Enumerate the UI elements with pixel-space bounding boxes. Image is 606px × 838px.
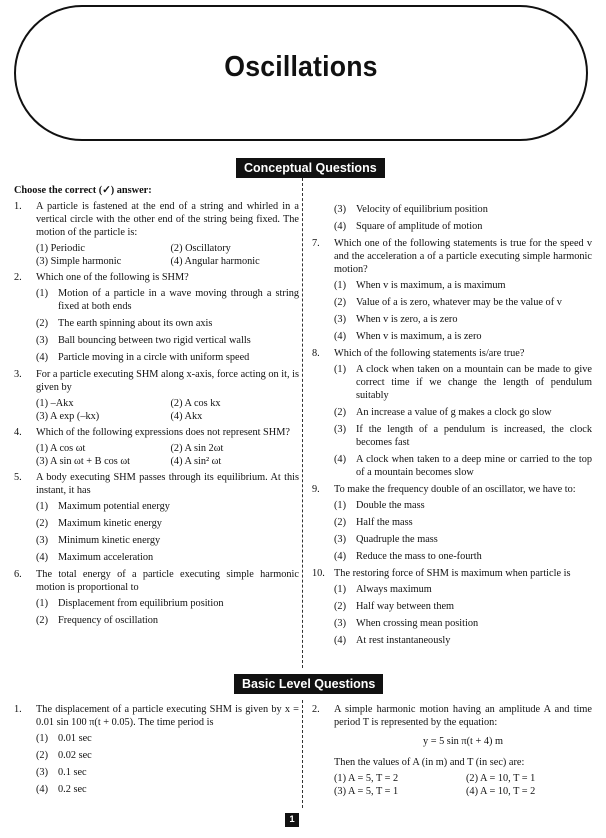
options [36, 500, 299, 564]
option: (1) Always maximum [334, 584, 432, 595]
option: (1) 0.01 sec [36, 733, 92, 744]
option: (3) Simple harmonic [36, 256, 122, 267]
options [36, 442, 299, 468]
question-number: 1. [14, 201, 22, 212]
option: (2) A = 10, T = 1 [466, 773, 536, 784]
option: (3) Minimum kinetic energy [36, 535, 161, 546]
option: (2) A cos kx [170, 398, 221, 409]
question-text: A simple harmonic motion having an amplitude A and time period T is represented by the equation: [334, 704, 592, 728]
question-text: The restoring force of SHM is maximum when particle is [334, 568, 571, 579]
column-divider-bottom [302, 700, 303, 808]
option: (4) When v is maximum, a is zero [334, 331, 482, 342]
question-text: Which of the following expressions does not represent SHM? [36, 427, 290, 438]
instruction-text: Choose the correct (✓) answer: [14, 185, 152, 196]
option: (1) A = 5, T = 2 [334, 773, 399, 784]
question-text: Which one of the following statements is true for the speed v and the acceleration a of a particle executing simple harmonic motion? [334, 238, 592, 275]
question-number: 5. [14, 472, 22, 483]
question-1 [14, 200, 299, 268]
option: (2) Oscillatory [170, 243, 231, 254]
question-number: 2. [14, 272, 22, 283]
question-text-2: Then the values of A (in m) and T (in sec) are: [334, 757, 525, 768]
option: (3) 0.1 sec [36, 767, 87, 778]
question-6 [14, 568, 299, 627]
question-number: 7. [312, 238, 320, 249]
option: (3) A exp (–kx) [36, 411, 100, 422]
option: (3) When crossing mean position [334, 618, 479, 629]
option: (2) An increase a value of g makes a clock go slow [334, 407, 552, 418]
question-3 [14, 368, 299, 423]
options [334, 279, 592, 343]
option: (4) Reduce the mass to one-fourth [334, 551, 482, 562]
option: (4) Angular harmonic [170, 256, 260, 267]
question-text: The displacement of a particle executing SHM is given by x = 0.01 sin 100 π(t + 0.05). The time period is [36, 704, 299, 728]
question-9 [312, 483, 592, 563]
option: (4) Square of amplitude of motion [334, 221, 483, 232]
options [334, 499, 592, 563]
option: (2) Half way between them [334, 601, 455, 612]
question-7 [312, 237, 592, 343]
question-text: To make the frequency double of an oscillator, we have to: [334, 484, 576, 495]
conceptual-left-column [14, 184, 299, 631]
option: (3) Ball bouncing between two rigid vertical walls [36, 335, 251, 346]
option: (2) Maximum kinetic energy [36, 518, 162, 529]
option: (1) Maximum potential energy [36, 501, 170, 512]
question-number: 2. [312, 704, 320, 715]
question-4 [14, 426, 299, 468]
question-number: 9. [312, 484, 320, 495]
question-text: The total energy of a particle executing simple harmonic motion is proportional to [36, 569, 299, 593]
options [334, 363, 592, 479]
chapter-title: Oscillations [224, 51, 378, 83]
option: (1) Motion of a particle in a wave moving through a string fixed at both ends [36, 288, 299, 312]
option: (1) A clock when taken on a mountain can be made to give correct time if we change the length of pendulum suitably [334, 364, 592, 401]
question-number: 4. [14, 427, 22, 438]
option: (2) 0.02 sec [36, 750, 92, 761]
option: (4) At rest instantaneously [334, 635, 451, 646]
option: (3) When v is zero, a is zero [334, 314, 458, 325]
option: (2) Value of a is zero, whatever may be the value of v [334, 297, 562, 308]
basic-left-column [14, 703, 299, 800]
option: (3) A = 5, T = 1 [334, 786, 399, 797]
option: (4) Maximum acceleration [36, 552, 154, 563]
question-text: A body executing SHM passes through its equilibrium. At this instant, it has [36, 472, 299, 496]
question-text: A particle is fastened at the end of a string and whirled in a vertical circle with the other end of the string being fixed. The motion of the particle is: [36, 201, 299, 238]
question-10 [312, 567, 592, 647]
basic-question-1 [14, 703, 299, 796]
question-2 [14, 271, 299, 364]
options [334, 583, 592, 647]
question-number: 1. [14, 704, 22, 715]
option: (2) A sin 2ωt [170, 443, 224, 454]
question-8 [312, 347, 592, 479]
question-text: Which one of the following is SHM? [36, 272, 189, 283]
basic-question-2 [312, 703, 592, 798]
question-5 [14, 471, 299, 564]
option: (3) If the length of a pendulum is increased, the clock becomes fast [334, 424, 592, 448]
column-divider-top [302, 178, 303, 668]
option: (2) Half the mass [334, 517, 413, 528]
options [36, 732, 299, 796]
option: (4) A sin² ωt [170, 456, 222, 467]
question-number: 10. [312, 568, 325, 579]
option: (1) When v is maximum, a is maximum [334, 280, 506, 291]
conceptual-right-column [312, 203, 592, 651]
options [36, 287, 299, 364]
section-heading-conceptual: Conceptual Questions [236, 158, 385, 178]
question-text: Which of the following statements is/are true? [334, 348, 525, 359]
option: (1) –Akx [36, 398, 74, 409]
option: (2) The earth spinning about its own axis [36, 318, 213, 329]
section-heading-basic: Basic Level Questions [234, 674, 383, 694]
option: (4) A clock when taken to a deep mine or carried to the top of a mountain becomes slow [334, 454, 592, 478]
option: (4) A = 10, T = 2 [466, 786, 536, 797]
option: (1) Displacement from equilibrium position [36, 598, 224, 609]
options [36, 597, 299, 627]
option: (4) Akx [170, 411, 203, 422]
options [334, 772, 592, 798]
option: (2) Frequency of oscillation [36, 615, 159, 626]
option: (3) A sin ωt + B cos ωt [36, 456, 131, 467]
question-number: 8. [312, 348, 320, 359]
option: (3) Velocity of equilibrium position [334, 204, 488, 215]
option: (1) A cos ωt [36, 443, 86, 454]
option: (4) Particle moving in a circle with uniform speed [36, 352, 250, 363]
question-number: 3. [14, 369, 22, 380]
option: (1) Periodic [36, 243, 85, 254]
question-text: For a particle executing SHM along x-axis, force acting on it, is given by [36, 369, 299, 393]
equation: y = 5 sin π(t + 4) m [422, 736, 504, 747]
basic-right-column [312, 703, 592, 801]
option: (4) 0.2 sec [36, 784, 87, 795]
option: (1) Double the mass [334, 500, 425, 511]
question-number: 6. [14, 569, 22, 580]
options [36, 242, 299, 268]
page-number: 1 [285, 813, 299, 827]
option: (3) Quadruple the mass [334, 534, 438, 545]
chapter-banner [14, 5, 588, 141]
options [36, 397, 299, 423]
question-6-continued [312, 203, 592, 233]
